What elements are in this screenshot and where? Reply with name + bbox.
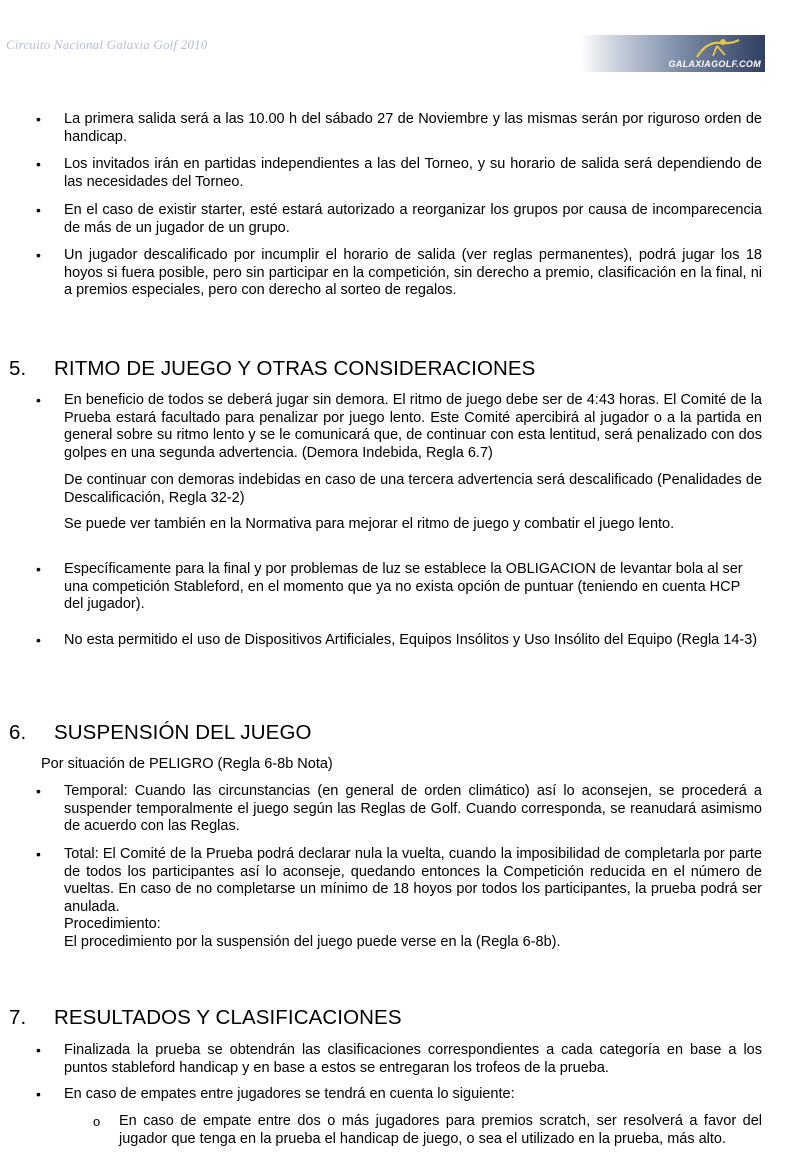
- list-item: Temporal: Cuando las circunstancias (en general de orden climático) así lo aconsejen, se procederá a suspender temporalmente el juego según las Reglas de Golf. Cuando corresponda, se reanudará asimismo de acuerdo con las Reglas.: [64, 783, 762, 834]
- paragraph: Se puede ver también en la Normativa para mejorar el ritmo de juego y combatir el juego lento.: [64, 516, 675, 532]
- list-item: Los invitados irán en partidas independientes a las del Torneo, y su horario de salida será dependiendo de las necesidades del Torneo.: [64, 156, 762, 190]
- bullet-icon: •: [36, 392, 41, 408]
- bullet-icon: •: [36, 1086, 41, 1102]
- section-title: SUSPENSIÓN DEL JUEGO: [54, 721, 312, 744]
- procedure-text: El procedimiento por la suspensión del juego puede verse en la (Regla 6-8b).: [64, 933, 561, 950]
- paragraph: Por situación de PELIGRO (Regla 6-8b Nota): [41, 756, 333, 772]
- bullet-icon: •: [36, 846, 41, 862]
- bullet-icon: •: [36, 111, 41, 127]
- list-item: Finalizada la prueba se obtendrán las clasificaciones correspondientes a cada categoría en base a los puntos stableford handicap y en base a estos se entregaran los trofeos de la prueba.: [64, 1042, 762, 1076]
- list-item: En el caso de existir starter, esté estará autorizado a reorganizar los grupos por causa de incomparecencia de más de un jugador de un grupo.: [64, 202, 762, 236]
- paragraph: De continuar con demoras indebidas en caso de una tercera advertencia será descalificado (Penalidades de Descalificación, Regla 32-2): [64, 472, 762, 506]
- sub-list-item: En caso de empate entre dos o más jugadores para premios scratch, ser resolverá a favor del jugador que tenga en la prueba el handicap de juego, o sea el utilizado en la prueba, más alto.: [119, 1113, 762, 1147]
- list-item: En caso de empates entre jugadores se tendrá en cuenta lo siguiente:: [64, 1086, 515, 1102]
- list-item-text: Total: El Comité de la Prueba podrá declarar nula la vuelta, cuando la imposibilidad de completarla por parte de todos los participantes así lo aconseje, quedando entonces la Competición reducida en el número de vueltas. En caso de no completarse un mínimo de 18 hoyos por todos los participantes, la prueba podrá ser anulada.: [64, 846, 762, 915]
- bullet-icon: •: [36, 247, 41, 263]
- list-item: La primera salida será a las 10.00 h del sábado 27 de Noviembre y las mismas serán por riguroso orden de handicap.: [64, 111, 762, 145]
- galaxia-golf-logo: [580, 35, 765, 72]
- list-item: Específicamente para la final y por problemas de luz se establece la OBLIGACION de levantar bola al ser una competición Stableford, en el momento que ya no exista opción de puntuar (teniendo en cuenta HCP del jugador).: [64, 561, 743, 612]
- list-item: No esta permitido el uso de Dispositivos Artificiales, Equipos Insólitos y Uso Insólito del Equipo (Regla 14-3): [64, 632, 758, 648]
- bullet-icon: •: [36, 1042, 41, 1058]
- list-item: Un jugador descalificado por incumplir el horario de salida (ver reglas permanentes), podrá jugar los 18 hoyos si fuera posible, pero sin participar en la competición, sin derecho a premio, clasificación en la final, ni a premios especiales, pero con derecho al sorteo de regalos.: [64, 247, 762, 298]
- list-item: En beneficio de todos se deberá jugar sin demora. El ritmo de juego debe ser de 4:43 horas. El Comité de la Prueba estará facultado para penalizar por juego lento. Este Comité apercibirá al jugador o a la partida en general sobre su ritmo lento y se le comunicará que, de continuar con esta lentitud, será penalizado con dos golpes en una segunda advertencia. (Demora Indebida, Regla 6.7): [64, 392, 762, 461]
- sub-bullet-icon: o: [93, 1114, 101, 1129]
- section-title: RESULTADOS Y CLASIFICACIONES: [54, 1006, 402, 1029]
- logo-text: GALAXIAGOLF.COM: [668, 59, 761, 69]
- bullet-icon: •: [36, 156, 41, 172]
- header-title: Circuito Nacional Galaxia Golf 2010: [6, 37, 208, 52]
- section-number: 6.: [9, 721, 27, 744]
- section-number: 7.: [9, 1006, 27, 1029]
- list-item: [64, 846, 762, 951]
- bullet-icon: •: [36, 202, 41, 218]
- section-number: 5.: [9, 357, 27, 380]
- bullet-icon: •: [36, 783, 41, 799]
- bullet-icon: •: [36, 561, 41, 577]
- section-title: RITMO DE JUEGO Y OTRAS CONSIDERACIONES: [54, 357, 536, 380]
- procedure-label: Procedimiento:: [64, 916, 161, 932]
- bullet-icon: •: [36, 632, 41, 648]
